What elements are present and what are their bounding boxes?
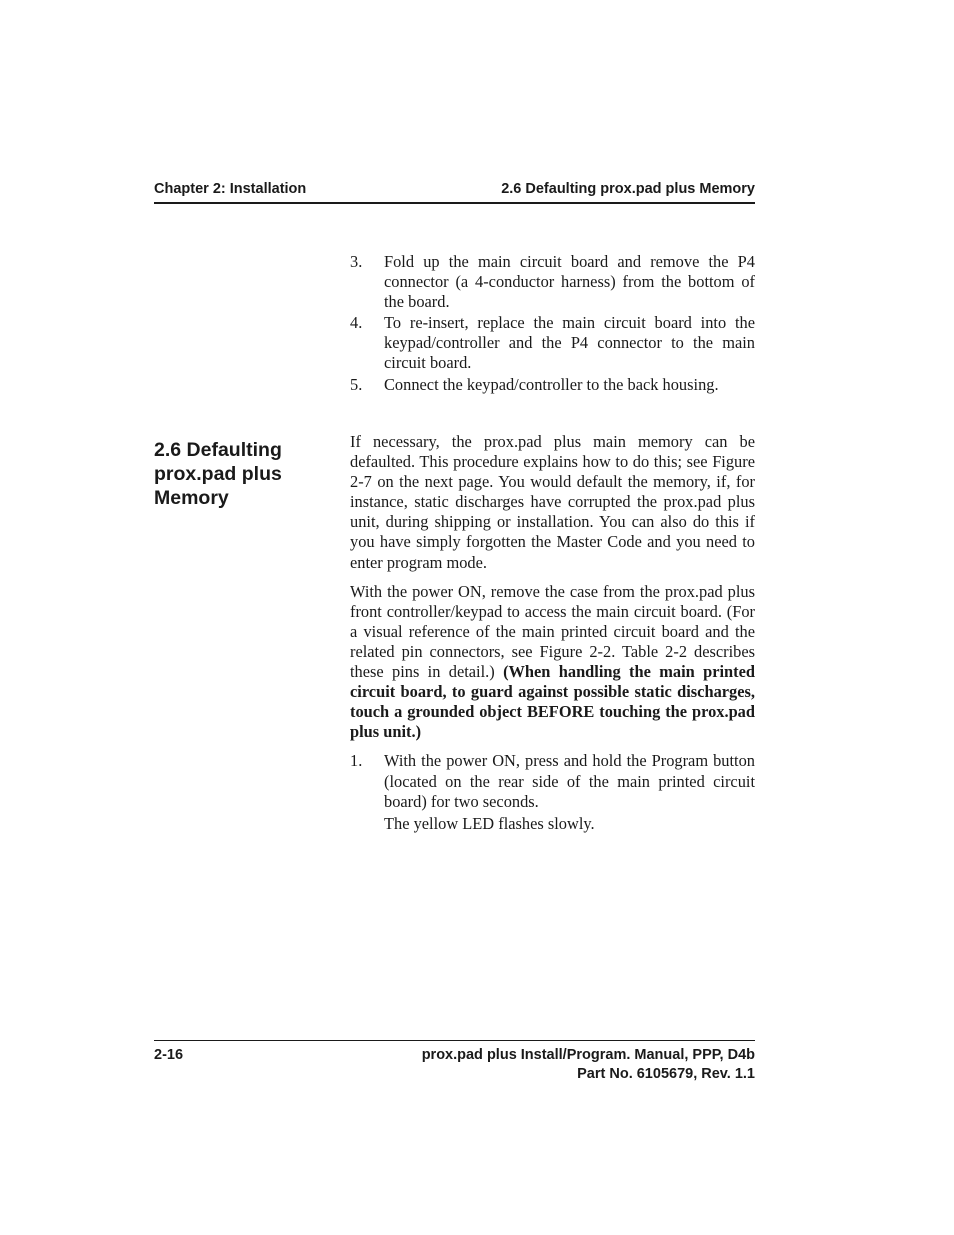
step-result: The yellow LED flashes slowly. — [384, 813, 595, 833]
power-paragraph — [350, 582, 755, 743]
step-number: 3. — [350, 252, 363, 271]
step-text: Connect the keypad/controller to the back housing. — [384, 374, 719, 394]
section-body — [350, 432, 755, 835]
page-number: 2-16 — [154, 1047, 184, 1063]
page-footer — [154, 1040, 755, 1082]
step-number: 4. — [350, 313, 363, 333]
static-warning: (When handling the main printed circuit board, to guard against possible static discharges, touch a grounded object BEFORE touching the prox.pad plus unit.) — [350, 662, 755, 742]
continued-steps — [350, 252, 755, 396]
step-text: With the power ON, press and hold the Program button (located on the rear side of the main printed circuit board) for two seconds. — [384, 751, 755, 811]
step-number: 1. — [350, 751, 363, 771]
step-number: 5. — [350, 374, 363, 394]
page-header — [154, 180, 755, 204]
section-heading: 2.6 Defaulting prox.pad plus Memory — [154, 439, 282, 509]
intro-paragraph: If necessary, the prox.pad plus main memory can be defaulted. This procedure explains how to do this; see Figure 2-7 on the next page. You would default the memory, if, for instance, static discharges have corrupted the prox.pad plus unit, during shipping or installation. You can also do this if you have simply forgotten the Master Code and you need to enter program mode. — [350, 432, 755, 572]
list-item — [350, 375, 755, 395]
list-item — [350, 751, 755, 833]
power-text: With the power ON, remove the case from the prox.pad plus front controller/keypad to access the main circuit board. (For a visual reference of the main printed circuit board and the related pin connectors, see Figure 2-2. Table 2-2 describes these pins in detail.) — [350, 581, 755, 682]
section-title: 2.6 Defaulting prox.pad plus Memory — [501, 181, 755, 197]
footer-info — [422, 1046, 755, 1084]
manual-title: prox.pad plus Install/Program. Manual, PPP, D4b — [421, 1047, 755, 1063]
chapter-title: Chapter 2: Installation — [154, 181, 307, 197]
list-item — [350, 252, 755, 312]
list-item — [350, 313, 755, 373]
step-text: To re-insert, replace the main circuit board into the keypad/controller and the P4 connector to the main circuit board. — [384, 313, 755, 373]
step-text: Fold up the main circuit board and remove the P4 connector (a 4-conductor harness) from the bottom of the board. — [384, 252, 755, 312]
part-number: Part No. 6105679, Rev. 1.1 — [577, 1066, 755, 1082]
